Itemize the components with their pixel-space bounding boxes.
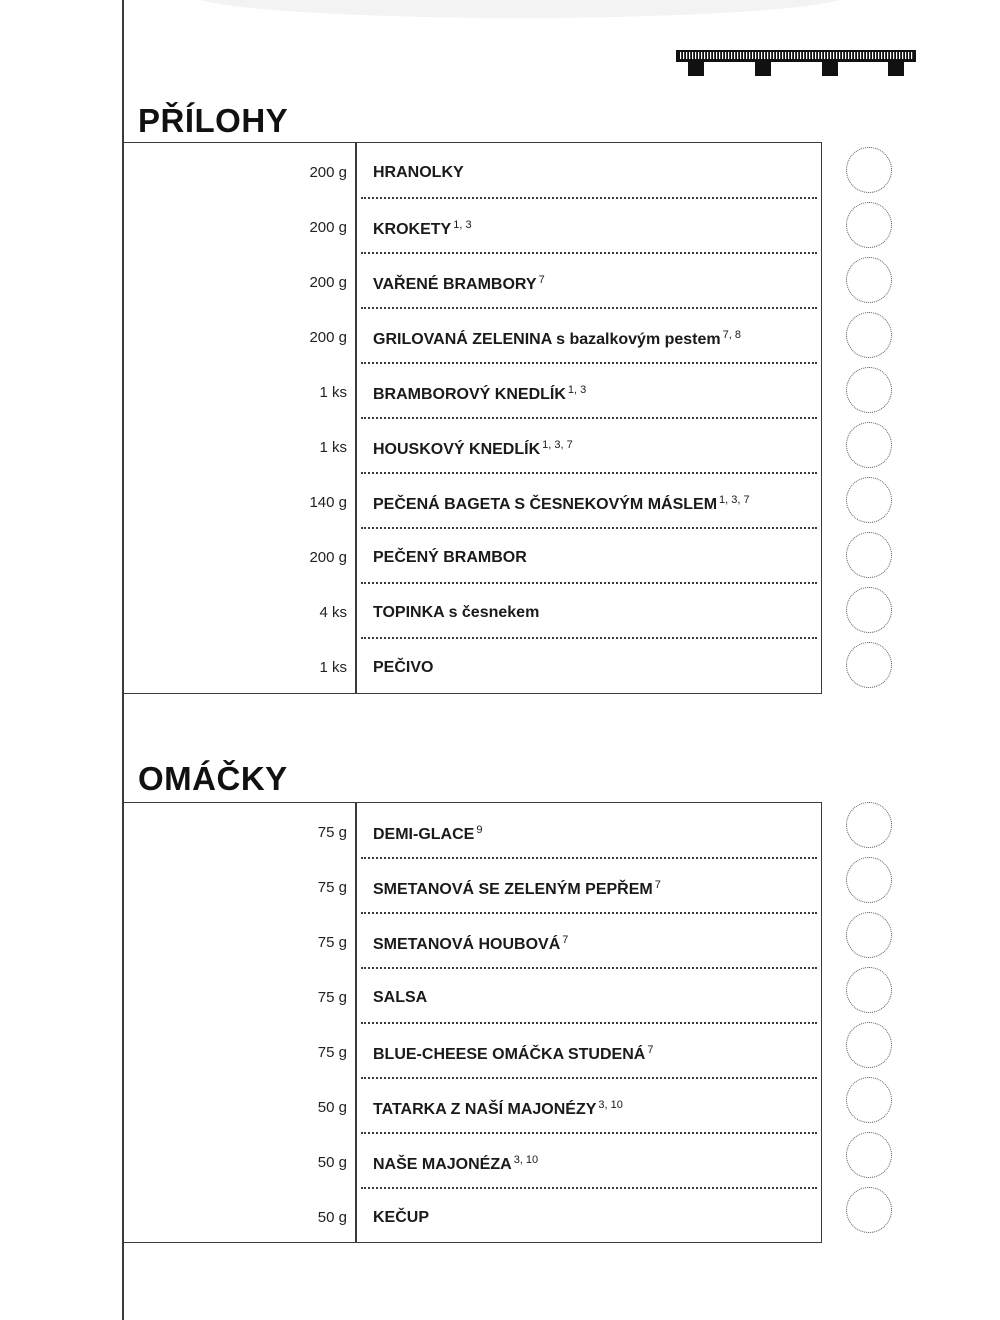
allergen-codes: 3, 10	[513, 1154, 539, 1166]
menu-item-salsa	[123, 970, 821, 1025]
menu-item-smetanova-houbova	[123, 915, 821, 970]
menu-item-bramborovy-knedlik	[123, 365, 821, 420]
order-checkbox-circle[interactable]	[846, 587, 892, 633]
menu-item-houskovy-knedlik	[123, 420, 821, 475]
item-quantity: 200 g	[309, 549, 347, 566]
item-quantity: 140 g	[309, 494, 347, 511]
item-label: BRAMBOROVÝ KNEDLÍK	[373, 386, 566, 403]
order-checkbox-circle[interactable]	[846, 202, 892, 248]
dotted-separator	[361, 1077, 817, 1079]
item-name	[373, 164, 464, 182]
order-checkbox-circle[interactable]	[846, 1022, 892, 1068]
order-checkbox-circle[interactable]	[846, 642, 892, 688]
order-checkbox-circle[interactable]	[846, 1187, 892, 1233]
menu-item-blue-cheese-omacka-studena	[123, 1025, 821, 1080]
item-name	[373, 1099, 623, 1119]
allergen-codes: 9	[476, 824, 483, 836]
item-quantity: 75 g	[317, 1044, 347, 1061]
item-label: SMETANOVÁ HOUBOVÁ	[373, 936, 561, 953]
item-label: GRILOVANÁ ZELENINA s bazalkovým pestem	[373, 331, 721, 348]
item-label: VAŘENÉ BRAMBORY	[373, 276, 537, 293]
menu-item-peceny-brambor	[123, 530, 821, 585]
item-quantity: 200 g	[309, 329, 347, 346]
dotted-separator	[361, 582, 817, 584]
item-quantity: 1 ks	[319, 659, 347, 676]
item-name	[373, 659, 433, 677]
menu-item-pecivo	[123, 640, 821, 695]
menu-item-hranolky	[123, 145, 821, 200]
menu-item-krokety	[123, 200, 821, 255]
order-checkbox-circle[interactable]	[846, 367, 892, 413]
allergen-codes: 7	[647, 1044, 654, 1056]
item-name	[373, 329, 741, 349]
item-name	[373, 1154, 538, 1174]
order-checkbox-circle[interactable]	[846, 912, 892, 958]
item-label: DEMI-GLACE	[373, 826, 475, 843]
allergen-codes: 7	[538, 274, 545, 286]
menu-item-smetanova-se-zelenym-peprem	[123, 860, 821, 915]
order-checkbox-circle[interactable]	[846, 1132, 892, 1178]
menu-item-grilovana-zelenina-s-bazalkovym-pestem	[123, 310, 821, 365]
menu-item-pecena-bageta-s-cesnekovym-maslem	[123, 475, 821, 530]
order-checkbox-circle[interactable]	[846, 147, 892, 193]
allergen-codes: 7	[654, 879, 661, 891]
item-name	[373, 604, 539, 622]
item-quantity: 50 g	[317, 1154, 347, 1171]
item-name	[373, 989, 427, 1007]
menu-item-demi-glace	[123, 805, 821, 860]
item-name	[373, 494, 750, 514]
item-quantity: 200 g	[309, 164, 347, 181]
dotted-separator	[361, 252, 817, 254]
dotted-separator	[361, 637, 817, 639]
dotted-separator	[361, 472, 817, 474]
dotted-separator	[361, 307, 817, 309]
dotted-separator	[361, 967, 817, 969]
item-label: NAŠE MAJONÉZA	[373, 1156, 512, 1173]
item-quantity: 75 g	[317, 879, 347, 896]
menu-item-varene-brambory	[123, 255, 821, 310]
section-title-omacky: OMÁČKY	[138, 760, 288, 797]
allergen-codes: 1, 3, 7	[719, 494, 750, 506]
order-checkbox-circle[interactable]	[846, 532, 892, 578]
dotted-separator	[361, 1022, 817, 1024]
allergen-codes: 1, 3, 7	[542, 439, 573, 451]
item-label: SMETANOVÁ SE ZELENÝM PEPŘEM	[373, 881, 653, 898]
menu-item-kecup	[123, 1190, 821, 1245]
order-checkbox-circle[interactable]	[846, 257, 892, 303]
item-quantity: 200 g	[309, 274, 347, 291]
allergen-codes: 3, 10	[598, 1099, 623, 1111]
sauces-menu-table	[122, 802, 822, 1243]
menu-item-tatarka-z-nasi-majonezy	[123, 1080, 821, 1135]
item-name	[373, 1044, 653, 1064]
item-quantity: 4 ks	[319, 604, 347, 621]
ornament-icon	[676, 48, 916, 78]
item-label: PEČIVO	[373, 659, 434, 676]
item-label: PEČENÁ BAGETA S ČESNEKOVÝM MÁSLEM	[373, 496, 718, 513]
dotted-separator	[361, 1132, 817, 1134]
item-label: BLUE-CHEESE OMÁČKA STUDENÁ	[373, 1046, 646, 1063]
dotted-separator	[361, 362, 817, 364]
section-title-prilohy: PŘÍLOHY	[138, 102, 289, 139]
menu-item-topinka-s-cesnekem	[123, 585, 821, 640]
sides-menu-table	[122, 142, 822, 694]
item-name	[373, 439, 573, 459]
top-shadow-decoration	[190, 0, 850, 18]
item-quantity: 1 ks	[319, 439, 347, 456]
order-checkbox-circle[interactable]	[846, 1077, 892, 1123]
item-label: PEČENÝ BRAMBOR	[373, 549, 527, 566]
dotted-separator	[361, 197, 817, 199]
item-label: HOUSKOVÝ KNEDLÍK	[373, 441, 541, 458]
dotted-separator	[361, 912, 817, 914]
item-label: SALSA	[373, 989, 428, 1006]
item-name	[373, 1209, 429, 1227]
allergen-codes: 1, 3	[453, 219, 472, 231]
item-quantity: 50 g	[317, 1099, 347, 1116]
item-quantity: 1 ks	[319, 384, 347, 401]
item-quantity: 200 g	[309, 219, 347, 236]
dotted-separator	[361, 417, 817, 419]
item-name	[373, 274, 545, 294]
menu-item-nase-majoneza	[123, 1135, 821, 1190]
item-quantity: 75 g	[317, 934, 347, 951]
dotted-separator	[361, 857, 817, 859]
item-label: HRANOLKY	[373, 164, 464, 181]
dotted-separator	[361, 527, 817, 529]
order-checkbox-circle[interactable]	[846, 967, 892, 1013]
order-checkbox-circle[interactable]	[846, 477, 892, 523]
item-quantity: 75 g	[317, 989, 347, 1006]
order-checkbox-circle[interactable]	[846, 312, 892, 358]
item-name	[373, 549, 527, 567]
item-label: TOPINKA s česnekem	[373, 604, 540, 621]
order-checkbox-circle[interactable]	[846, 857, 892, 903]
order-checkbox-circle[interactable]	[846, 802, 892, 848]
allergen-codes: 7, 8	[722, 329, 741, 341]
item-name	[373, 384, 586, 404]
item-name	[373, 879, 661, 899]
item-name	[373, 219, 472, 239]
order-checkbox-circle[interactable]	[846, 422, 892, 468]
item-name	[373, 934, 568, 954]
item-quantity: 75 g	[317, 824, 347, 841]
item-quantity: 50 g	[317, 1209, 347, 1226]
item-name	[373, 824, 482, 844]
allergen-codes: 7	[562, 934, 569, 946]
item-label: TATARKA Z NAŠÍ MAJONÉZY	[373, 1101, 597, 1118]
allergen-codes: 1, 3	[567, 384, 587, 396]
dotted-separator	[361, 1187, 817, 1189]
item-label: KEČUP	[373, 1209, 430, 1226]
item-label: KROKETY	[373, 221, 452, 238]
